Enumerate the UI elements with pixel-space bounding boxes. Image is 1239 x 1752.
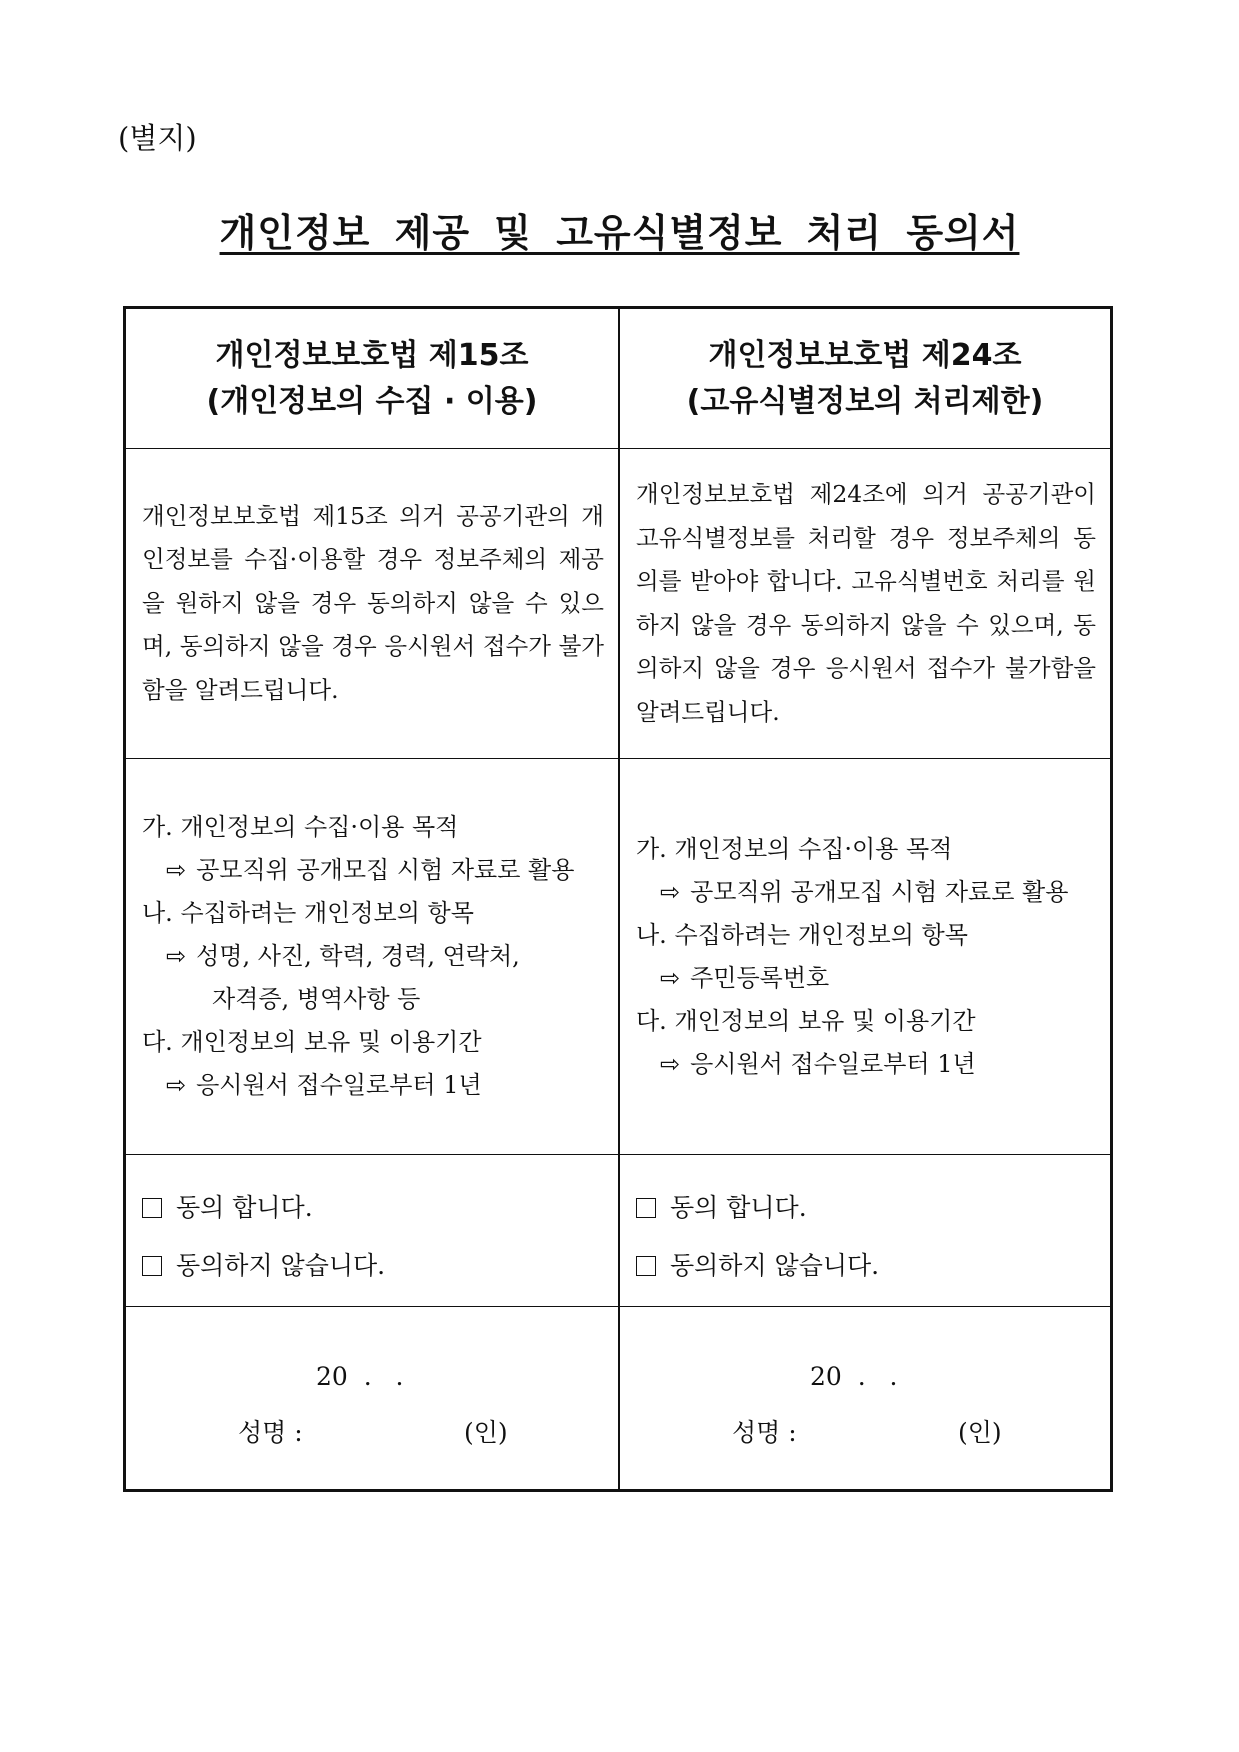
items-label: 나. 수집하려는 개인정보의 항목 <box>142 899 474 927</box>
header-article-15 <box>126 309 620 449</box>
header-article-24-line2: (고유식별정보의 처리제한) <box>686 383 1044 419</box>
items-value-row <box>142 935 606 978</box>
header-article-24-line1: 개인정보보호법 제24조 <box>708 337 1022 373</box>
checkbox-icon[interactable] <box>636 1256 656 1276</box>
agree-option[interactable] <box>142 1179 602 1237</box>
disagree-option[interactable] <box>636 1237 1094 1295</box>
period-label: 다. 개인정보의 보유 및 이용기간 <box>636 1006 976 1035</box>
consent-options-article-15 <box>126 1155 620 1307</box>
purpose-value: 공모직위 공개모집 시험 자료로 활용 <box>196 856 575 884</box>
disagree-label: 동의하지 않습니다. <box>670 1251 880 1280</box>
document-title <box>0 202 1239 257</box>
seal-label: (인) <box>464 1418 508 1447</box>
header-article-15-line2: (개인정보의 수집 · 이용) <box>206 383 538 419</box>
items-value: 주민등록번호 <box>690 963 830 992</box>
period-value: 응시원서 접수일로부터 1년 <box>690 1049 976 1078</box>
document-title-text: 개인정보 제공 및 고유식별정보 처리 동의서 <box>219 211 1020 255</box>
period-value-row <box>142 1064 606 1107</box>
arrow-right-icon: ⇨ <box>166 942 187 970</box>
notice-article-24 <box>620 449 1110 759</box>
period-value: 응시원서 접수일로부터 1년 <box>196 1071 482 1099</box>
name-label: 성명 : <box>238 1418 303 1447</box>
consent-options-article-24 <box>620 1155 1110 1307</box>
purpose-value: 공모직위 공개모집 시험 자료로 활용 <box>690 877 1069 906</box>
arrow-right-icon: ⇨ <box>166 1071 187 1099</box>
checkbox-icon[interactable] <box>142 1256 162 1276</box>
header-article-15-line1: 개인정보보호법 제15조 <box>215 337 529 373</box>
consent-form-table <box>123 306 1113 1492</box>
checkbox-icon[interactable] <box>636 1198 656 1218</box>
signature-article-15 <box>126 1307 620 1489</box>
disagree-option[interactable] <box>142 1237 602 1295</box>
signature-article-24 <box>620 1307 1110 1489</box>
notice-article-15 <box>126 449 620 759</box>
date-field[interactable]: 20 . . <box>316 1362 404 1391</box>
items-value: 성명, 사진, 학력, 경력, 연락처, <box>196 942 520 970</box>
agree-label: 동의 합니다. <box>670 1193 807 1222</box>
purpose-value-row <box>142 849 606 892</box>
agree-option[interactable] <box>636 1179 1094 1237</box>
arrow-right-icon: ⇨ <box>660 963 681 992</box>
date-field[interactable]: 20 . . <box>810 1362 898 1391</box>
name-label: 성명 : <box>732 1418 797 1447</box>
items-value-row <box>636 957 1098 1000</box>
purpose-article-15 <box>126 759 620 1155</box>
checkbox-icon[interactable] <box>142 1198 162 1218</box>
arrow-right-icon: ⇨ <box>660 1049 681 1078</box>
items-value-continued: 자격증, 병역사항 등 <box>212 985 421 1013</box>
agree-label: 동의 합니다. <box>176 1193 313 1222</box>
period-label: 다. 개인정보의 보유 및 이용기간 <box>142 1028 482 1056</box>
seal-label: (인) <box>958 1418 1002 1447</box>
arrow-right-icon: ⇨ <box>166 856 187 884</box>
purpose-label: 가. 개인정보의 수집·이용 목적 <box>636 834 953 863</box>
arrow-right-icon: ⇨ <box>660 877 681 906</box>
items-label: 나. 수집하려는 개인정보의 항목 <box>636 920 968 949</box>
period-value-row <box>636 1043 1098 1086</box>
notice-article-15-text: 개인정보보호법 제15조 의거 공공기관의 개인정보를 수집·이용할 경우 정보주체의 제공을 원하지 않을 경우 동의하지 않을 수 있으며, 동의하지 않을 경우 응시원서 접수가 불가함을 알려드립니다. <box>142 501 604 704</box>
notice-article-24-text: 개인정보보호법 제24조에 의거 공공기관이 고유식별정보를 처리할 경우 정보주체의 동의를 받아야 합니다. 고유식별번호 처리를 원하지 않을 경우 동의하지 않을 수 있으며, 동의하지 않을 경우 응시원서 접수가 불가함을 알려드립니다. <box>636 480 1096 726</box>
annex-label: (별지) <box>118 121 197 155</box>
purpose-value-row <box>636 871 1098 914</box>
disagree-label: 동의하지 않습니다. <box>176 1251 386 1280</box>
purpose-label: 가. 개인정보의 수집·이용 목적 <box>142 813 459 841</box>
purpose-article-24 <box>620 759 1110 1155</box>
header-article-24 <box>620 309 1110 449</box>
